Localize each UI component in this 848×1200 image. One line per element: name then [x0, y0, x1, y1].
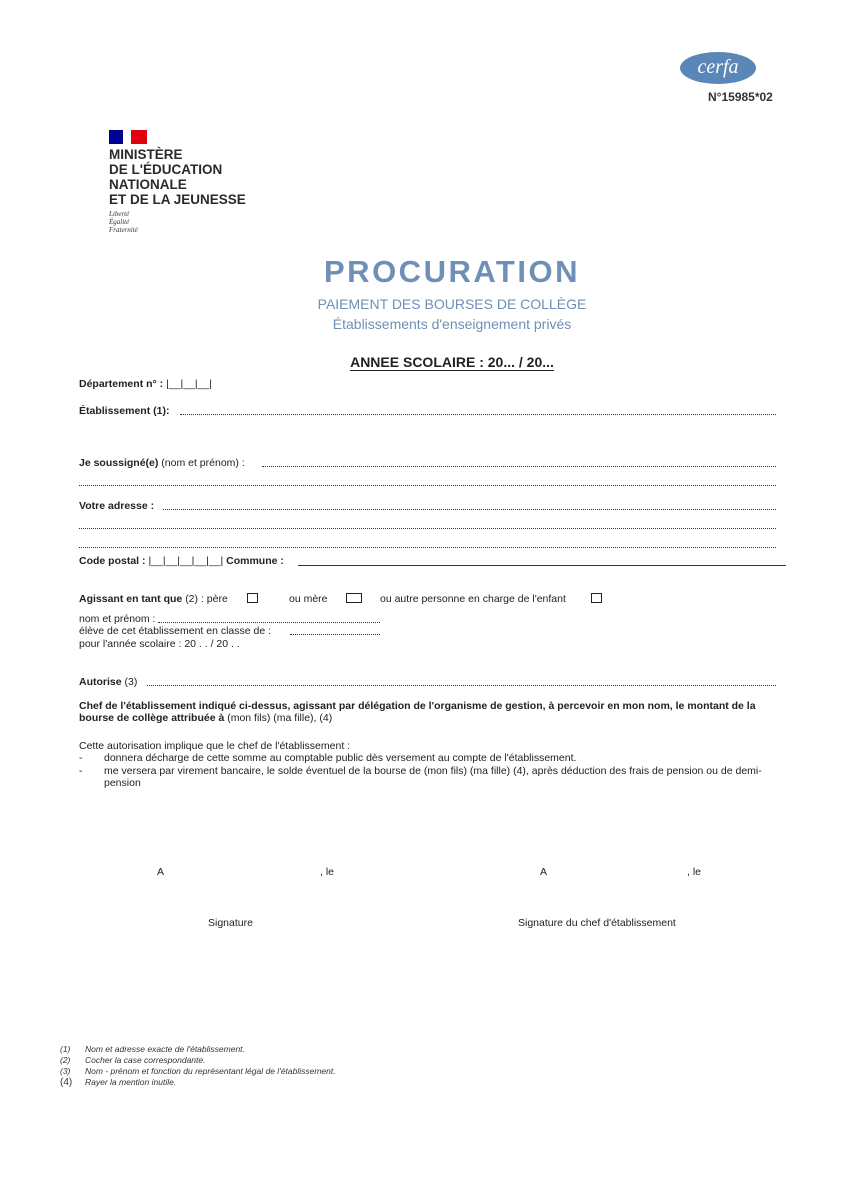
agissant-label: Agissant en tant que (2) : père — [79, 593, 228, 605]
departement-row: Département n° : |__|__|__| — [79, 378, 213, 390]
school-year: ANNEE SCOLAIRE : 20... / 20... — [350, 354, 554, 370]
soussigne-label: Je soussigné(e) (nom et prénom) : — [79, 457, 245, 469]
list-item: donnera décharge de cette somme au comptable public dès versement au compte de l'établissement. — [104, 752, 577, 764]
autre-label: ou autre personne en charge de l'enfant — [380, 593, 566, 605]
date-le-left: , le — [320, 866, 335, 878]
cerfa-number: N°15985*02 — [708, 90, 773, 104]
enfant-nom-field[interactable] — [158, 612, 380, 623]
adresse-label: Votre adresse : — [79, 500, 155, 512]
classe-label: élève de cet établissement en classe de : — [79, 625, 272, 637]
footnotes — [60, 1044, 336, 1088]
adresse-field-line3[interactable] — [79, 537, 776, 548]
pere-checkbox[interactable] — [247, 593, 258, 603]
marianne-flag-logo — [109, 130, 147, 144]
delegation-paragraph: Chef de l'établissement indiqué ci-dessus, agissant par délégation de l'organisme de gestion, à percevoir en mon nom, le montant de la bourse de collège attribuée à (mon fils) (ma fille), (4) — [79, 700, 756, 724]
departement-input[interactable]: |__|__|__| — [166, 378, 213, 390]
commune-field[interactable] — [298, 565, 786, 566]
autre-checkbox[interactable] — [591, 593, 602, 603]
autorise-field[interactable] — [147, 675, 776, 686]
ministry-name: MINISTÈRE DE L'ÉDUCATION NATIONALE ET DE LA JEUNESSE — [109, 147, 246, 207]
adresse-field[interactable] — [163, 499, 776, 510]
classe-field[interactable] — [290, 624, 380, 635]
footnote: (1) Nom et adresse exacte de l'établissement. — [60, 1044, 245, 1054]
page-subtitle: PAIEMENT DES BOURSES DE COLLÈGE — [317, 296, 587, 312]
lieu-a-right: A — [540, 866, 548, 878]
nom-prenom-label: nom et prénom : — [79, 613, 156, 625]
footnote: (2) Cocher la case correspondante. — [60, 1055, 206, 1065]
mere-checkbox[interactable] — [346, 593, 362, 603]
autorise-label: Autorise (3) — [79, 676, 138, 688]
implication-text: Cette autorisation implique que le chef de l'établissement : — [79, 740, 351, 752]
code-postal-row: Code postal : |__|__|__|__|__| Commune : — [79, 555, 284, 567]
footnote: (3) Nom - prénom et fonction du représentant légal de l'établissement. — [60, 1066, 336, 1076]
signature-chef-label: Signature du chef d'établissement — [518, 917, 676, 929]
code-postal-input[interactable]: |__|__|__|__|__| — [148, 555, 224, 567]
date-le-right: , le — [687, 866, 702, 878]
etablissement-label: Établissement (1): — [79, 405, 170, 417]
annee-label: pour l'année scolaire : 20 . . / 20 . . — [79, 638, 240, 650]
implication-list: - donnera décharge de cette somme au comptable public dès versement au compte de l'établissement. - me versera par virement bancaire, le solde éventuel de la bourse de (mon fils) (ma fille) (4), après déduction des frais de pension ou de demi-pension — [79, 752, 779, 792]
soussigne-field-line2[interactable] — [79, 475, 776, 486]
footnote: (4) Rayer la mention inutile. — [60, 1077, 177, 1088]
etablissement-field[interactable] — [180, 404, 776, 415]
adresse-field-line2[interactable] — [79, 518, 776, 529]
cerfa-logo: cerfa — [680, 52, 756, 84]
mere-label: ou mère — [289, 593, 328, 605]
page-title: PROCURATION — [324, 254, 580, 289]
lieu-a-left: A — [157, 866, 165, 878]
list-item: me versera par virement bancaire, le solde éventuel de la bourse de (mon fils) (ma fille) (4), après déduction des frais de pension ou de demi-pension — [104, 765, 762, 789]
republic-motto: Liberté Égalité Fraternité — [109, 210, 138, 234]
soussigne-field[interactable] — [262, 456, 776, 467]
signature-label: Signature — [208, 917, 253, 929]
page-subtitle-2: Établissements d'enseignement privés — [332, 316, 572, 332]
